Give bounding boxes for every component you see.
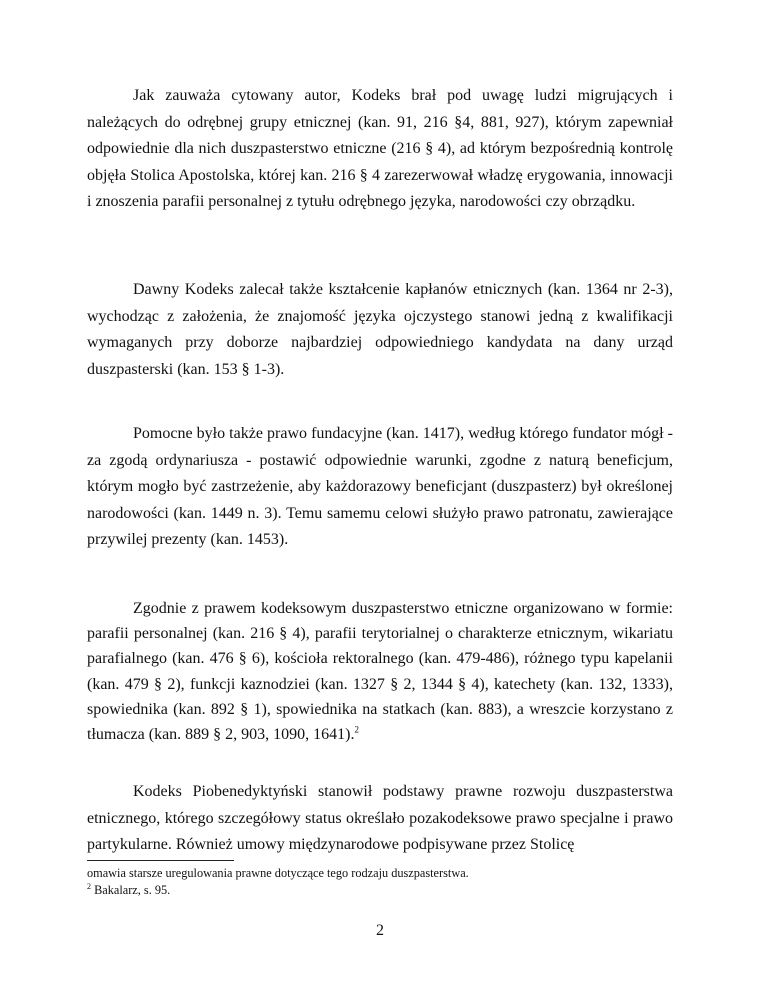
footnote-separator: [87, 860, 234, 861]
paragraph-5: Kodeks Piobenedyktyński stanowił podstawy prawne rozwoju duszpasterstwa etnicznego, którego szczegółowy status określało pozakodeksowe prawo specjalne i prawo partykularne. Również umowy międzynarodowe podpisywane przez Stolicę: [87, 783, 673, 854]
footnote-reference: 2: [354, 724, 359, 735]
footnote-2-mark: 2: [87, 881, 91, 891]
footnote-continuation: omawia starsze uregulowania prawne dotyczące tego rodzaju duszpasterstwa.: [87, 866, 469, 880]
footnote-2: [87, 882, 673, 899]
page-number: 2: [376, 922, 384, 939]
paragraph-4: [87, 596, 673, 747]
footnotes: [87, 865, 673, 899]
paragraph-1: Jak zauważa cytowany autor, Kodeks brał pod uwagę ludzi migrujących i należących do odrębnej grupy etnicznej (kan. 91, 216 §4, 881, 927), którym zapewniał odpowiednie dla nich duszpasterstwo etniczne (216 § 4), ad którym bezpośrednią kontrolę objęła Stolica Apostolska, której kan. 216 § 4 zarezerwował władzę erygowania, innowacji i znoszenia parafii personalnej z tytułu odrębnego języka, narodowości czy obrządku.: [87, 87, 673, 211]
paragraph-2: Dawny Kodeks zalecał także kształcenie kapłanów etnicznych (kan. 1364 nr 2-3), wychodząc z założenia, że znajomość języka ojczystego stanowi jedną z kwalifikacji wymaganych przy doborze najbardziej odpowiedniego kandydata na dany urząd duszpasterski (kan. 153 § 1-3).: [87, 281, 673, 378]
footnote-2-text: Bakalarz, s. 95.: [91, 883, 171, 897]
paragraph-3: Pomocne było także prawo fundacyjne (kan. 1417), według którego fundator mógł - za zgodą ordynariusza - postawić odpowiednie warunki, zgodne z naturą beneficjum, którym mogło być zastrzeżenie, aby każdorazowy beneficjant (duszpasterz) był określonej narodowości (kan. 1449 n. 3). Temu samemu celowi służyło prawo patronatu, zawierające przywilej prezenty (kan. 1453).: [87, 425, 673, 549]
paragraph-4-text: Zgodnie z prawem kodeksowym duszpasterstwo etniczne organizowano w formie: parafii personalnej (kan. 216 § 4), parafii terytorialnej o charakterze etnicznym, wikariatu parafialnego (kan. 476 § 6), kościoła rektoralnego (kan. 479-486), różnego typu kapelanii (kan. 479 § 2), funkcji kaznodziei (kan. 1327 § 2, 1344 § 4), katechety (kan. 132, 1333), spowiednika (kan. 892 § 1), spowiednika na statkach (kan. 883), a wreszcie korzystano z tłumacza (kan. 889 § 2, 903, 1090, 1641).: [87, 600, 673, 744]
